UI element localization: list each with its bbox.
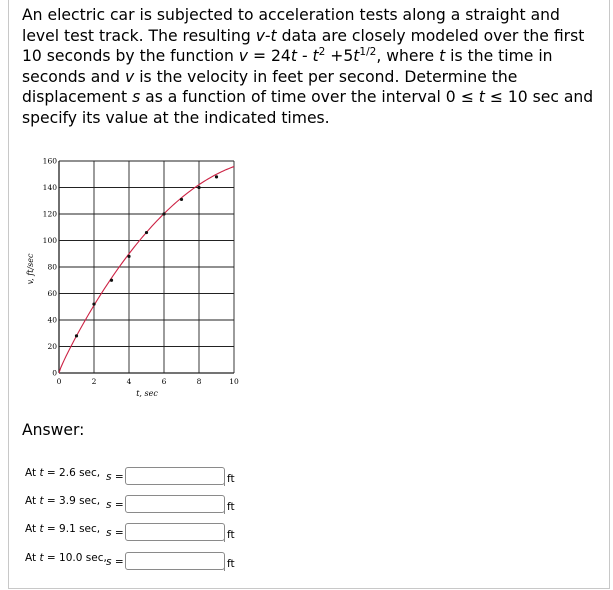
answer-label-3: At t = 9.1 sec, (25, 523, 101, 535)
x-tick-label: 8 (196, 377, 202, 386)
data-point (127, 255, 130, 258)
answer-s-label-1: s = (106, 471, 124, 483)
unit-label-2: ft (224, 500, 235, 514)
answer-heading: Answer: (22, 421, 85, 439)
answer-label-4: At t = 10.0 sec, (25, 552, 107, 564)
data-point (75, 334, 78, 337)
data-point (162, 212, 165, 215)
answer-row-4 (0, 552, 613, 576)
answer-s-label-3: s = (106, 527, 124, 539)
answer-row-1 (0, 467, 613, 491)
data-point (110, 279, 113, 282)
y-axis-label: v, ft/sec (26, 253, 35, 285)
y-tick-label: 100 (42, 236, 57, 245)
y-tick-label: 80 (47, 262, 57, 272)
displacement-input-1[interactable] (125, 467, 225, 485)
y-tick-label: 160 (42, 156, 57, 166)
data-point (145, 231, 148, 234)
y-tick-label: 120 (42, 209, 57, 219)
answer-label-1: At t = 2.6 sec, (25, 467, 101, 479)
answer-label-2: At t = 3.9 sec, (25, 495, 101, 507)
displacement-input-4[interactable] (125, 552, 225, 570)
x-tick-label: 0 (56, 377, 62, 386)
data-point (215, 175, 218, 178)
x-axis-label: t, sec (136, 389, 158, 398)
x-tick-label: 10 (229, 377, 239, 386)
answer-s-label-2: s = (106, 499, 124, 511)
unit-label-4: ft (224, 557, 235, 571)
displacement-input-2[interactable] (125, 495, 225, 513)
answer-row-3 (0, 523, 613, 547)
problem-statement: An electric car is subjected to acceleration tests along a straight and level test track. The resulting v-t data are closely modeled over the first 10 seconds by the function $v = 24t - t^2 +5t^{1/2}$, where t is the time in seconds and v is the velocity in feet per second. Determine the displacement s as a function of time over the interval 0 ≤ t ≤ 10 sec and specify its value at the indicated times. (22, 6, 594, 127)
data-point (92, 303, 95, 306)
velocity-curve (59, 167, 234, 373)
data-point (180, 198, 183, 201)
y-tick-label: 40 (47, 315, 57, 325)
y-tick-label: 60 (47, 289, 57, 298)
y-tick-label: 20 (47, 342, 57, 351)
x-tick-label: 2 (91, 377, 97, 386)
unit-label-3: ft (224, 528, 235, 542)
answer-row-2 (0, 495, 613, 519)
x-tick-label: 6 (161, 377, 167, 386)
answer-s-label-4: s = (106, 556, 124, 568)
unit-label-1: ft (224, 472, 235, 486)
x-tick-label: 4 (126, 377, 132, 386)
velocity-time-chart (0, 150, 260, 405)
displacement-input-3[interactable] (125, 523, 225, 541)
y-tick-label: 140 (42, 183, 57, 192)
y-tick-label: 0 (52, 368, 57, 378)
data-point (197, 186, 200, 189)
